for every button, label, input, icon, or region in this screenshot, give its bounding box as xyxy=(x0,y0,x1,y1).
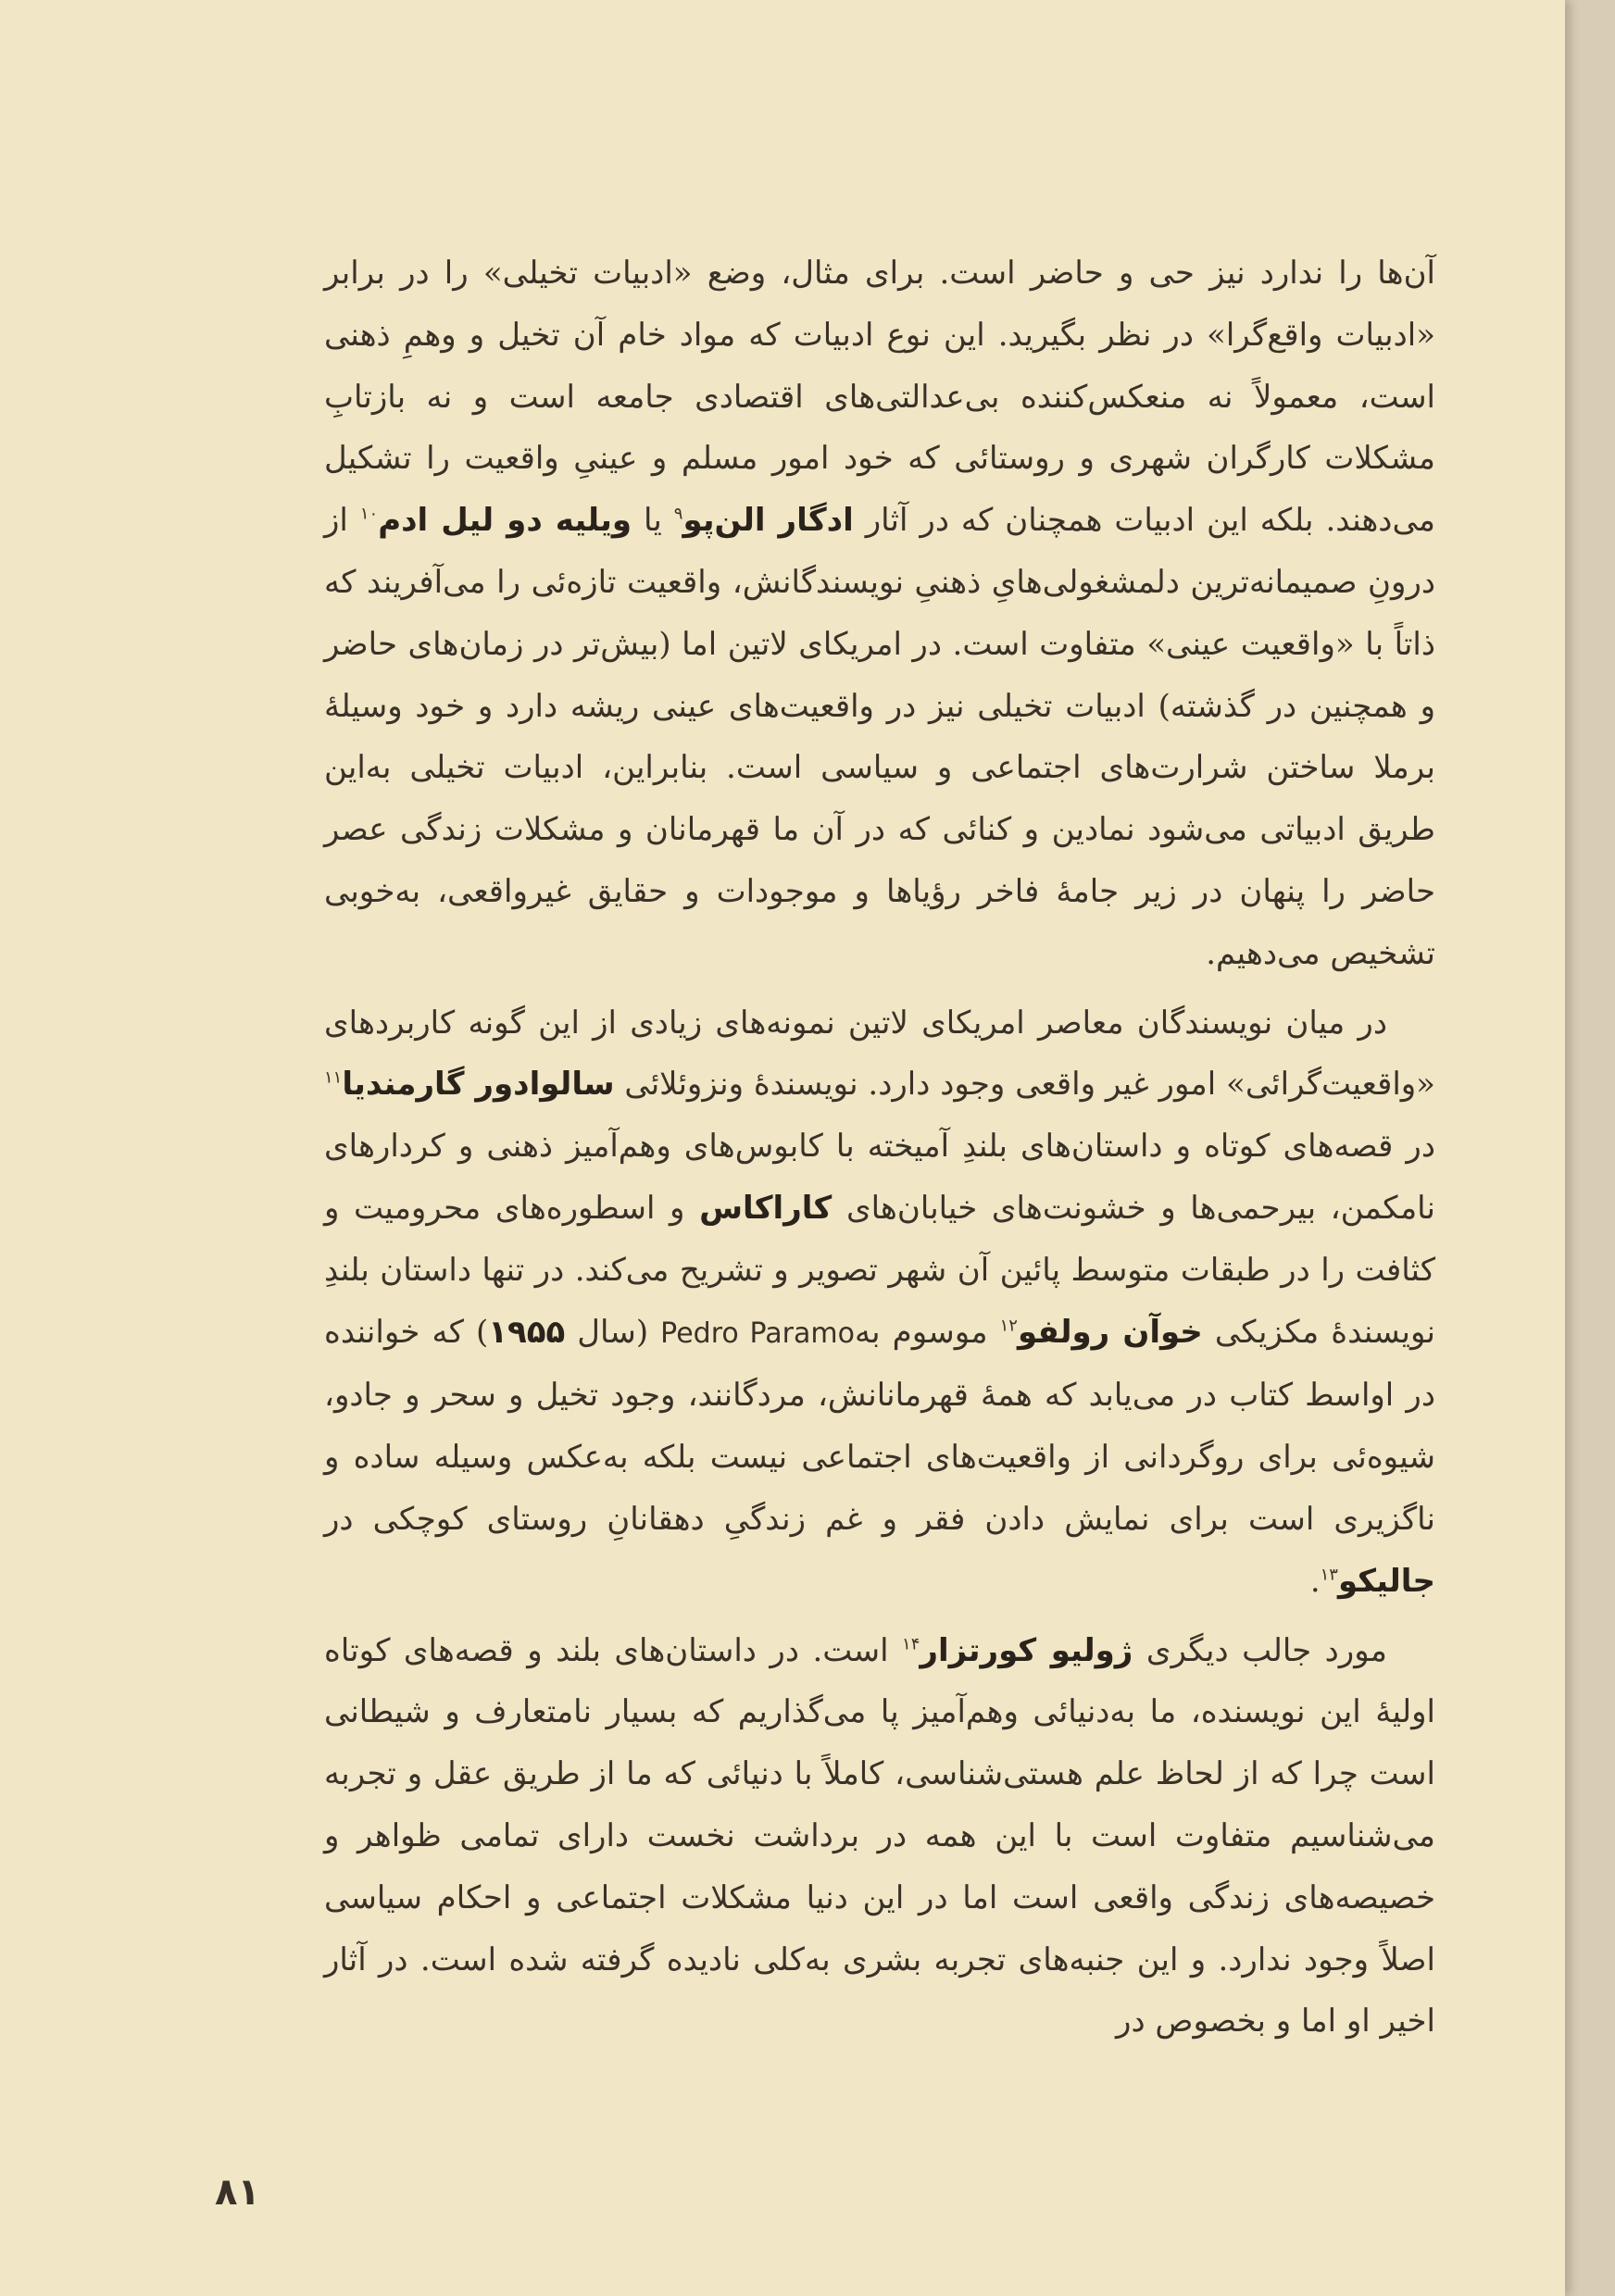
book-title-pedro-paramo: Pedro Paramo xyxy=(660,1316,855,1350)
footnote-12: ۱۲ xyxy=(999,1316,1018,1336)
footnote-13: ۱۳ xyxy=(1320,1565,1338,1585)
paragraph-2-text-f: ) که خواننده در اواسط کتاب در می‌یابد که همهٔ قهرمانانش، مردگانند، وجود تخیل و سحر و جادو، شیوه‌ئی برای روگردانی از واقعیت‌های اجتماعی نیست بلکه به‌عکس وسیله ساده و ناگزیری است برای نمایش دادن فقر و غم زندگیِ دهقانانِ روستای کوچکی در xyxy=(324,1313,1435,1538)
paragraph-2-text-b: در قصه‌های کوتاه و داستان‌های بلندِ آمیخته با کابوس‌های وهم‌آمیز ذهنی و کردارهای نامکمن، بیرحمی‌ها و خشونت‌های خیابان‌های xyxy=(324,1128,1435,1227)
paragraph-2-text-c: و اسطوره‌های محرومیت و کثافت را در طبقات متوسط پائین آن شهر تصویر و تشریح می‌کند. در تنها داستان بلندِ نویسندهٔ مکزیکی xyxy=(324,1189,1435,1351)
name-caracas: کاراکاس xyxy=(699,1189,833,1227)
paragraph-3-text-b: است. در داستان‌های بلند و قصه‌های کوتاه اولیهٔ این نویسنده، ما به‌دنیائی وهم‌آمیز پا می‌گذاریم که بسیار نامتعارف و شیطانی است چرا که از لحاظ علم هستی‌شناسی، کاملاً با دنیائی که ما از طریق عقل و تجربه می‌شناسیم متفاوت است با این همه در برداشت نخست دارای تمامی ظواهر و خصیصه‌های زندگی واقعی است اما در این دنیا مشکلات اجتماعی و احکام سیاسی اصلاً وجود ندارد. و این جنبه‌های تجربه بشری به‌کلی نادیده گرفته شده است. در آثار اخیر او اما و بخصوص در xyxy=(324,1631,1435,2040)
paragraph-2-text-a: در میان نویسندگان معاصر امریکای لاتین نمونه‌های زیادی از این گونه کاربردهای «واقعیت‌گرائی» امور غیر واقعی وجود دارد. نویسندهٔ ونزوئلائی xyxy=(324,1004,1435,1104)
body-text xyxy=(324,243,1435,2053)
paragraph-3 xyxy=(324,1620,1435,2053)
footnote-10: ۱۰ xyxy=(359,504,379,524)
paragraph-2-text-d: موسوم به xyxy=(854,1313,1000,1351)
name-edgar-allan-poe: ادگار الن‌پو xyxy=(682,502,854,540)
paragraph-3-text-a: مورد جالب دیگری xyxy=(1133,1631,1387,1669)
year-1955: ۱۹۵۵ xyxy=(488,1313,566,1351)
paragraph-1-text-c: از درونِ صمیمانه‌ترین دلمشغولی‌هایِ ذهنیِ نویسندگانش، واقعیت تازه‌ئی را می‌آفریند که ذاتاً با «واقعیت عینی» متفاوت است. در امریکای لاتین اما (بیش‌تر در زمان‌های حاضر و همچنین در گذشته) ادبیات تخیلی نیز در واقعیت‌های عینی ریشه دارد و خود وسیلهٔ برملا ساختن شرارت‌های اجتماعی و سیاسی است. بنابراین، ادبیات تخیلی به‌این طریق ادبیاتی می‌شود نمادین و کنائی که در آن ما قهرمانان و مشکلات زندگی عصر حاضر را پنهان در زیر جامهٔ فاخر رؤیاها و موجودات و حقایق غیرواقعی، به‌خوبی تشخیص می‌دهیم. xyxy=(324,502,1435,972)
footnote-11: ۱۱ xyxy=(324,1068,343,1089)
page-number: ۸۱ xyxy=(215,2171,260,2214)
footnote-9: ۹ xyxy=(673,504,683,524)
name-salvador-garmendia: سالوادور گارمندیا xyxy=(342,1066,615,1104)
paragraph-2-text-e: (سال xyxy=(565,1313,661,1351)
paragraph-2-text-g: . xyxy=(1309,1562,1321,1600)
footnote-14: ۱۴ xyxy=(902,1634,920,1654)
name-villiers-de-lisle-adam: ویلیه دو لیل ادم xyxy=(378,502,632,540)
paragraph-2 xyxy=(324,992,1435,1613)
paragraph-1-text-b: یا xyxy=(632,502,674,540)
name-juan-rulfo: خوآن رولفو xyxy=(1017,1313,1203,1351)
paragraph-1 xyxy=(324,243,1435,985)
name-julio-cortazar: ژولیو کورتزار xyxy=(920,1631,1133,1669)
name-jalisco: جالیکو xyxy=(1337,1562,1435,1600)
paragraph-1-text-a: آن‌ها را ندارد نیز حی و حاضر است. برای مثال، وضع «ادبیات تخیلی» را در برابر «ادبیات واقع‌گرا» در نظر بگیرید. این نوع ادبیات که مواد خام آن تخیل و وهمِ ذهنی است، معمولاً نه منعکس‌کننده بی‌عدالتی‌های اقتصادی جامعه است و نه بازتابِ مشکلات کارگران شهری و روستائی که خود امور مسلم و عینیِ واقعیت را تشکیل می‌دهند. بلکه این ادبیات همچنان که در آثار xyxy=(324,255,1435,540)
